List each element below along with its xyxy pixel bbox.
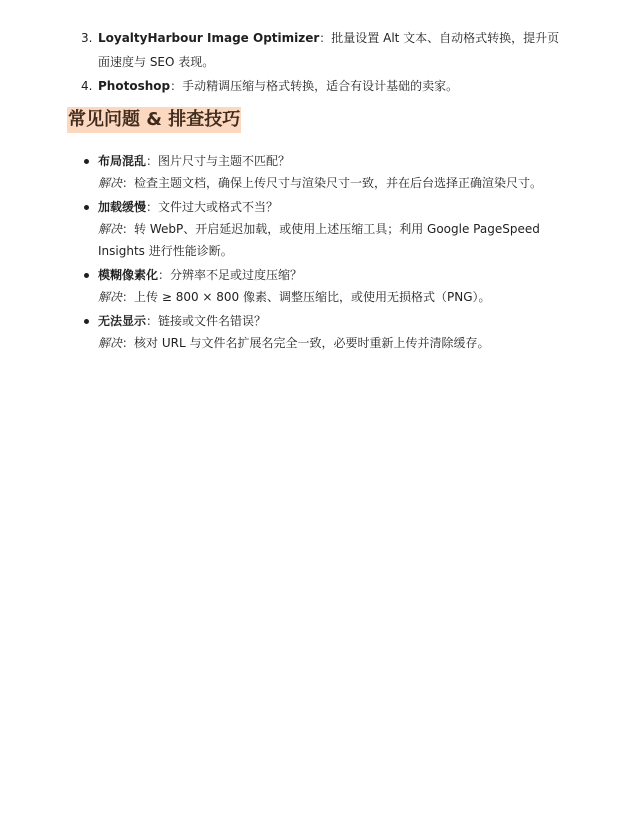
faq-list: [67, 150, 562, 354]
tool-name: LoyaltyHarbour Image Optimizer: [98, 31, 320, 45]
faq-item: [67, 264, 562, 308]
solution-label: 解决: [98, 222, 123, 236]
bullet-icon: [84, 159, 89, 164]
list-item: [67, 26, 562, 74]
faq-problem: 模糊像素化: [98, 268, 159, 282]
faq-problem-description: ：分辨率不足或过度压缩？: [158, 268, 303, 282]
tool-name: Photoshop: [98, 79, 171, 93]
faq-item: [67, 150, 562, 194]
list-number: 4.: [81, 79, 93, 93]
solution-text: ：转 WebP、开启延迟加载，或使用上述压缩工具；利用 Google PageSpeed Insights 进行性能诊断。: [98, 222, 540, 258]
tool-numbered-list: [67, 26, 562, 98]
faq-item: [67, 196, 562, 262]
faq-solution: [98, 218, 562, 262]
document-content: [67, 26, 562, 356]
faq-problem: 无法显示: [98, 314, 147, 328]
solution-text: ：核对 URL 与文件名扩展名完全一致，必要时重新上传并清除缓存。: [122, 336, 490, 350]
solution-label: 解决: [98, 290, 123, 304]
solution-text: ：检查主题文档，确保上传尺寸与渲染尺寸一致，并在后台选择正确渲染尺寸。: [122, 176, 543, 190]
tool-description: ：手动精调压缩与格式转换，适合有设计基础的卖家。: [170, 79, 459, 93]
bullet-icon: [84, 319, 89, 324]
faq-item: [67, 310, 562, 354]
solution-label: 解决: [98, 176, 123, 190]
faq-problem: 加载缓慢: [98, 200, 147, 214]
faq-problem-description: ：链接或文件名错误？: [146, 314, 267, 328]
list-number: 3.: [81, 31, 93, 45]
faq-problem: 布局混乱: [98, 154, 147, 168]
faq-solution: [98, 332, 562, 354]
tool-description: ：批量设置 Alt 文本、自动格式转换，提升页面速度与 SEO 表现。: [98, 31, 560, 69]
bullet-icon: [84, 205, 89, 210]
faq-solution: [98, 286, 562, 308]
bullet-icon: [84, 273, 89, 278]
solution-label: 解决: [98, 336, 123, 350]
faq-problem-description: ：文件过大或格式不当？: [146, 200, 279, 214]
section-heading: 常见问题 & 排查技巧: [67, 107, 241, 133]
list-item: [67, 74, 562, 98]
solution-text: ：上传 ≥ 800 × 800 像素、调整压缩比，或使用无损格式（PNG）。: [122, 290, 491, 304]
faq-solution: [98, 172, 562, 194]
faq-problem-description: ：图片尺寸与主题不匹配？: [146, 154, 291, 168]
